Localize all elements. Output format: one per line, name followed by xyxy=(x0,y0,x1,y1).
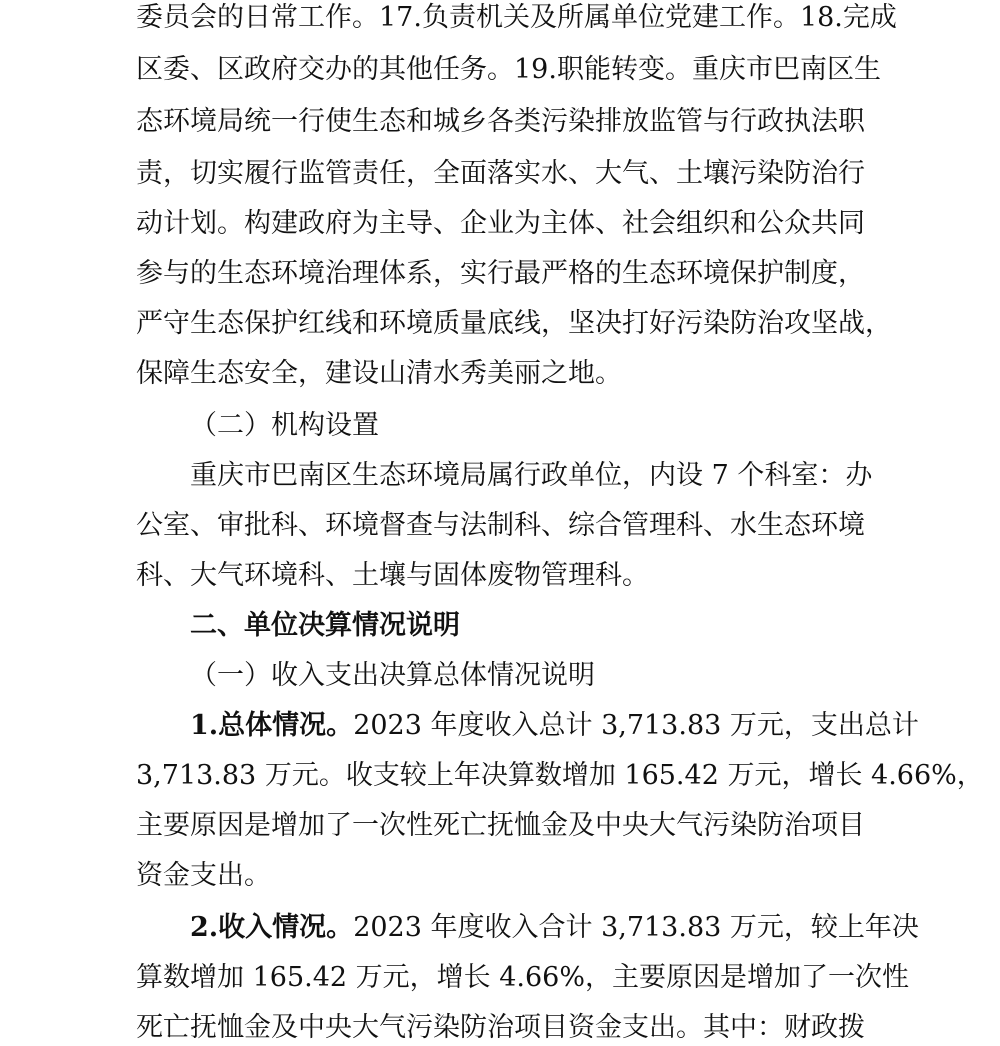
paragraph-line: 保障生态安全，建设山清水秀美丽之地。 xyxy=(136,358,622,389)
paragraph-line: 重庆市巴南区生态环境局属行政单位，内设 7 个科室：办 xyxy=(190,460,873,491)
paragraph-line: 责，切实履行监管责任，全面落实水、大气、土壤污染防治行 xyxy=(136,158,865,189)
section-heading: 二、单位决算情况说明 xyxy=(190,610,460,641)
paragraph-line: 3,713.83 万元。收支较上年决算数增加 165.42 万元，增长 4.66%， xyxy=(136,760,984,791)
section-subheading: （一）收入支出决算总体情况说明 xyxy=(190,660,595,691)
paragraph-line: 主要原因是增加了一次性死亡抚恤金及中央大气污染防治项目 xyxy=(136,810,865,841)
income-situation-label: 2.收入情况。 xyxy=(190,912,354,943)
paragraph-line: 委员会的日常工作。17.负责机关及所属单位党建工作。18.完成 xyxy=(136,2,897,33)
paragraph-line xyxy=(190,708,919,744)
paragraph-line: 参与的生态环境治理体系，实行最严格的生态环境保护制度， xyxy=(136,258,865,289)
paragraph-line: 严守生态保护红线和环境质量底线，坚决打好污染防治攻坚战， xyxy=(136,308,892,339)
paragraph-line xyxy=(190,910,919,946)
paragraph-line: 态环境局统一行使生态和城乡各类污染排放监管与行政执法职 xyxy=(136,106,865,137)
paragraph-text: 2023 年度收入总计 3,713.83 万元，支出总计 xyxy=(353,710,919,741)
paragraph-line: 死亡抚恤金及中央大气污染防治项目资金支出。其中：财政拨 xyxy=(136,1012,865,1043)
paragraph-line: 科、大气环境科、土壤与固体废物管理科。 xyxy=(136,560,649,591)
paragraph-text: 2023 年度收入合计 3,713.83 万元，较上年决 xyxy=(353,912,919,943)
paragraph-line: 动计划。构建政府为主导、企业为主体、社会组织和公众共同 xyxy=(136,208,865,239)
paragraph-line: 算数增加 165.42 万元，增长 4.66%，主要原因是增加了一次性 xyxy=(136,962,909,993)
paragraph-line: 资金支出。 xyxy=(136,860,271,891)
paragraph-line: 区委、区政府交办的其他任务。19.职能转变。重庆市巴南区生 xyxy=(136,54,881,85)
total-situation-label: 1.总体情况。 xyxy=(190,710,354,741)
paragraph-line: 公室、审批科、环境督查与法制科、综合管理科、水生态环境 xyxy=(136,510,865,541)
section-subheading: （二）机构设置 xyxy=(190,410,379,441)
